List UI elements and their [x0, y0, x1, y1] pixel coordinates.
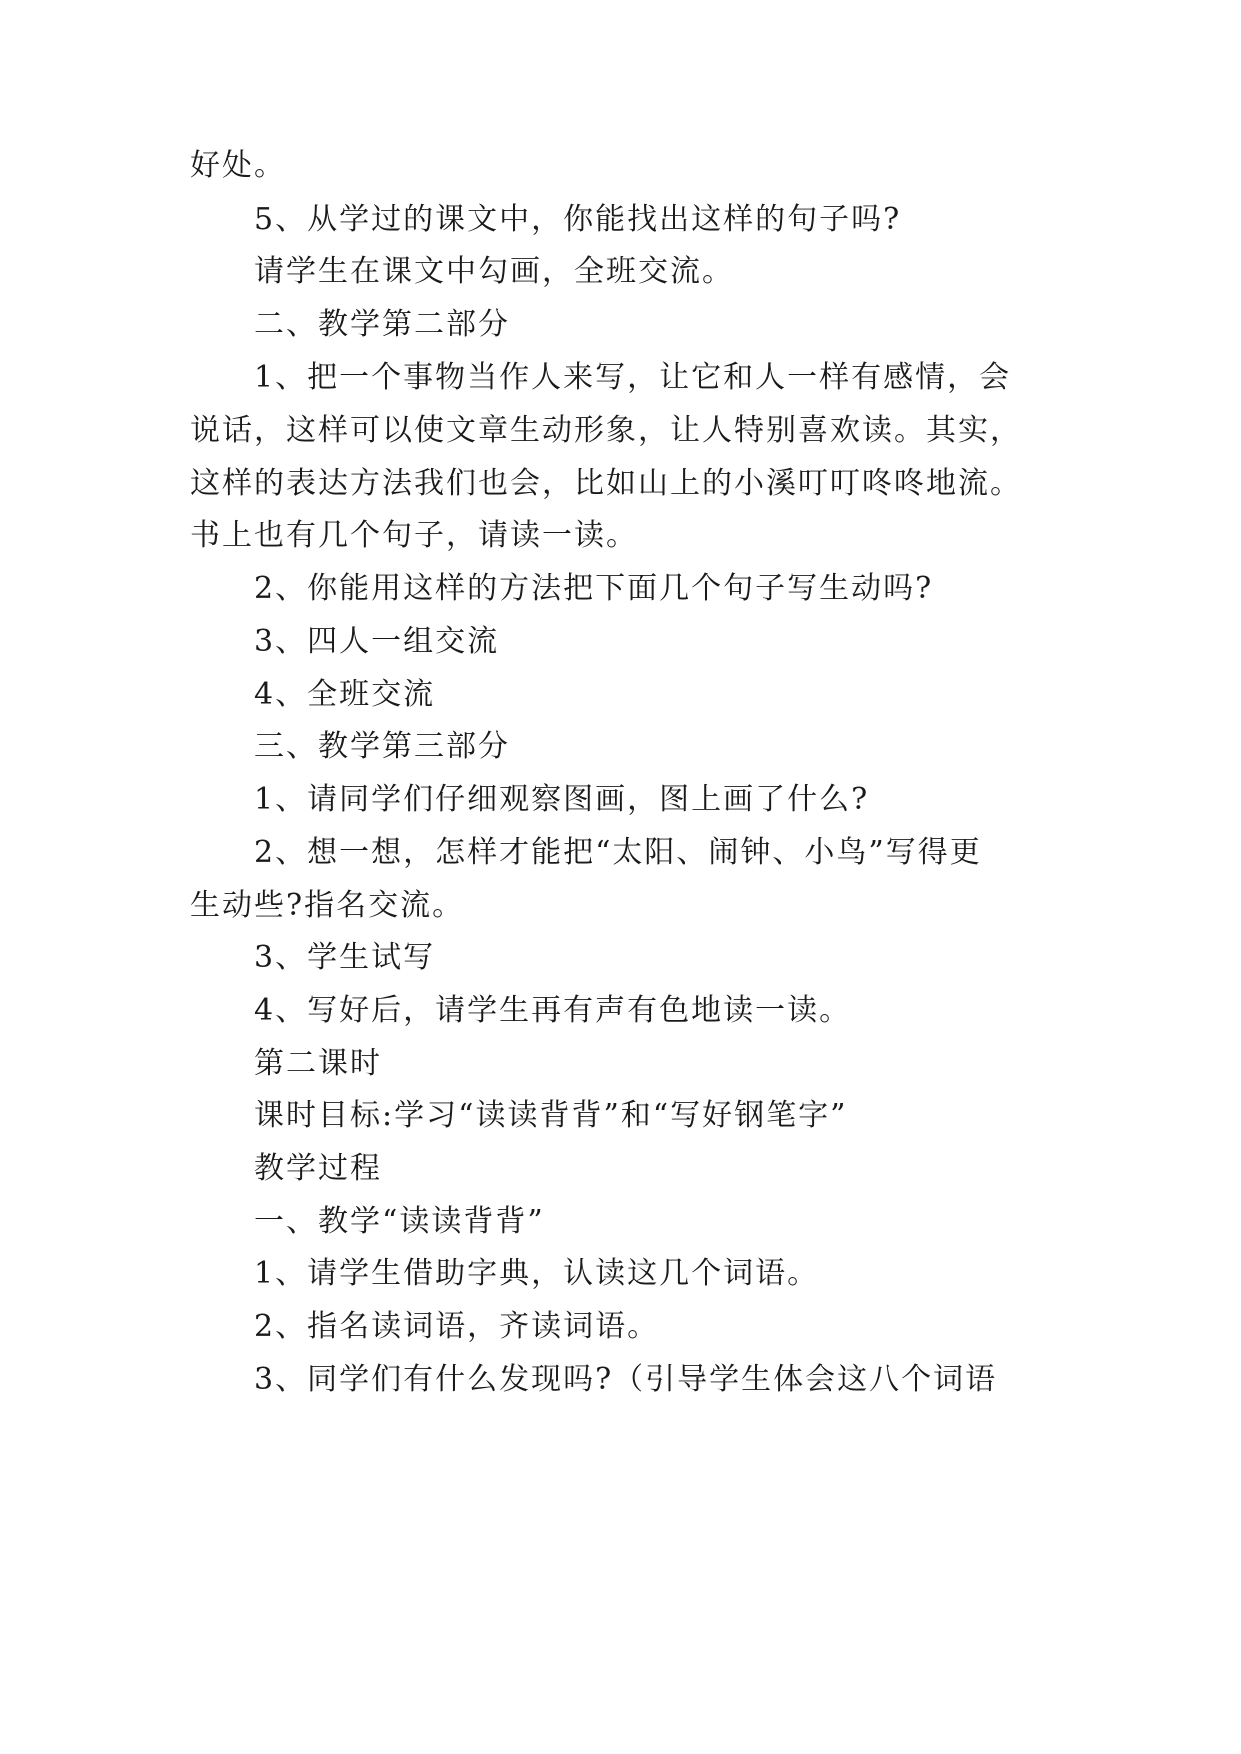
text-line: 2、想一想，怎样才能把“太阳、闹钟、小鸟”写得更 — [254, 835, 982, 870]
text-line: 好处。 — [190, 148, 286, 183]
section-heading: 三、教学第三部分 — [254, 729, 510, 764]
lesson-objective: 课时目标:学习“读读背背”和“写好钢笔字” — [254, 1098, 848, 1133]
text-line: 说话，这样可以使文章生动形象，让人特别喜欢读。其实， — [190, 413, 1022, 448]
text-line: 书上也有几个句子，请读一读。 — [190, 518, 638, 553]
text-line: 1、把一个事物当作人来写，让它和人一样有感情，会 — [254, 360, 1012, 395]
section-heading: 二、教学第二部分 — [254, 307, 510, 342]
section-heading: 一、教学“读读背背” — [254, 1204, 545, 1239]
text-line: 2、指名读词语，齐读词语。 — [254, 1309, 660, 1344]
text-line: 3、同学们有什么发现吗?（引导学生体会这八个词语 — [254, 1362, 998, 1397]
text-line: 4、全班交流 — [254, 677, 436, 712]
text-line: 5、从学过的课文中，你能找出这样的句子吗? — [254, 202, 902, 237]
lesson-heading: 第二课时 — [254, 1046, 382, 1081]
text-line: 4、写好后，请学生再有声有色地读一读。 — [254, 993, 852, 1028]
text-line: 1、请学生借助字典，认读这几个词语。 — [254, 1256, 820, 1291]
text-line: 1、请同学们仔细观察图画，图上画了什么? — [254, 782, 870, 817]
text-line: 2、你能用这样的方法把下面几个句子写生动吗? — [254, 571, 934, 606]
text-line: 3、学生试写 — [254, 940, 436, 975]
text-line: 生动些?指名交流。 — [190, 888, 465, 923]
text-line: 这样的表达方法我们也会，比如山上的小溪叮叮咚咚地流。 — [190, 466, 1022, 501]
text-line: 3、四人一组交流 — [254, 624, 500, 659]
text-line: 请学生在课文中勾画，全班交流。 — [254, 254, 734, 289]
section-heading: 教学过程 — [254, 1151, 382, 1186]
